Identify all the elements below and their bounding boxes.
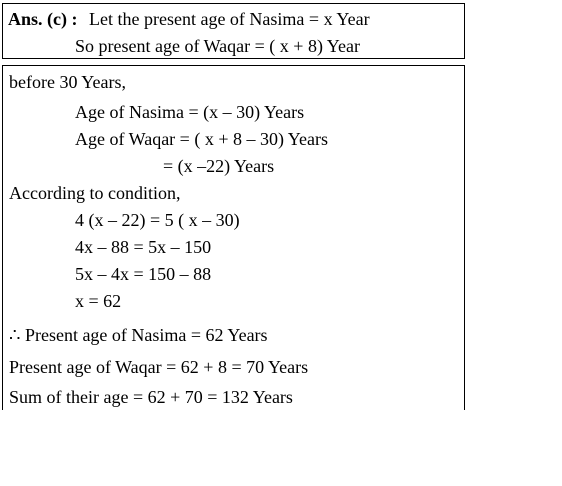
- answer-line-2: So present age of Waqar = ( x + 8) Year: [75, 36, 360, 56]
- solution-line-before: before 30 Years,: [9, 72, 126, 92]
- solution-line-nasima-present: ∴ Present age of Nasima = 62 Years: [9, 325, 268, 345]
- solution-line-step-1: 4x – 88 = 5x – 150: [75, 237, 212, 257]
- answer-label: Ans. (c) :: [8, 9, 78, 29]
- solution-line-sum: Sum of their age = 62 + 70 = 132 Years: [9, 387, 293, 407]
- answer-box: [2, 3, 465, 59]
- solution-line-waqar-present: Present age of Waqar = 62 + 8 = 70 Years: [9, 357, 309, 377]
- solution-line-equation: 4 (x – 22) = 5 ( x – 30): [75, 210, 240, 230]
- solution-line-nasima-age: Age of Nasima = (x – 30) Years: [75, 102, 305, 122]
- solution-line-condition: According to condition,: [9, 183, 181, 203]
- solution-line-step-2: 5x – 4x = 150 – 88: [75, 264, 212, 284]
- solution-box: [2, 65, 465, 410]
- solution-line-waqar-simplified: = (x –22) Years: [163, 156, 275, 176]
- solution-line-waqar-age: Age of Waqar = ( x + 8 – 30) Years: [75, 129, 328, 149]
- answer-line-1: Let the present age of Nasima = x Year: [89, 9, 370, 29]
- solution-line-result: x = 62: [75, 291, 122, 311]
